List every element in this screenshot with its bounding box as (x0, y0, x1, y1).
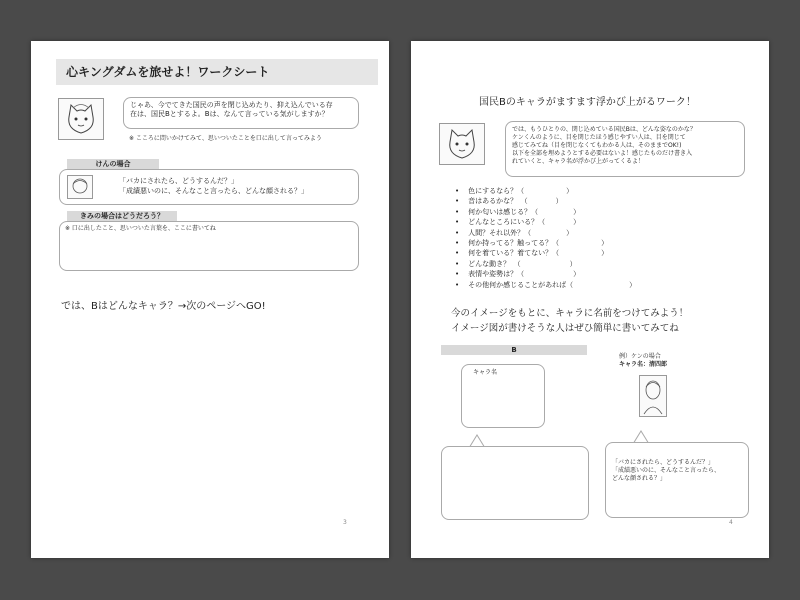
question-list (455, 186, 636, 290)
example-chara-name: キャラ名：清四郎 (619, 361, 668, 368)
example-line-2: 「成績悪いのに、そんなこと言ったら、 (612, 467, 721, 474)
ken-line-2: 「成績悪いのに、そんなこと言ったら、どんな顔される？」 (119, 187, 308, 195)
cat-character-image (439, 123, 485, 165)
intro-line-4: 以下を全部を埋めようとする必要はないよ！感じたものだけ書き入 (512, 150, 693, 157)
intro-speech-bubble (505, 121, 745, 177)
intro-line-1: じゃあ、今でてきた国民の声を閉じ込めたり、抑え込んでいる存 (130, 101, 333, 109)
intro-line-2: ケンくんのように、目を閉じたほう感じやすい人は、目を閉じて (512, 134, 686, 141)
list-item: • 色にするなら？（ ） (455, 186, 636, 196)
naming-line-1: 今のイメージをもとに、キャラに名前をつけてみよう！ (451, 308, 689, 319)
intro-line-5: れていくと、キャラ名が浮かび上がってくるよ！ (512, 158, 645, 165)
worksheet-page-right (411, 41, 769, 558)
intro-speech-bubble (123, 97, 359, 129)
page-number-right: 4 (729, 519, 733, 526)
list-item: • 何か匂いは感じる？（ ） (455, 207, 636, 217)
cat-character-image (58, 98, 104, 140)
intro-line-1: では、もうひとりの、閉じ込めている国民Bは、どんな姿なのかな？ (512, 126, 696, 133)
intro-line-2: 在は、国民Bとするよ。Bは、なんて言っている気がしますか？ (130, 110, 329, 118)
intro-note: ※ こころに問いかけてみて、思いついたことを口に出して言ってみよう (129, 135, 322, 142)
kimi-case-label: きみの場合はどうだろう？ (67, 211, 177, 221)
example-speech-bubble (605, 442, 749, 518)
page-number-left: 3 (343, 519, 347, 526)
naming-line-2: イメージ図が書けそうな人はぜひ簡単に書いてみてね (451, 323, 679, 334)
kimi-note: ※ 口に出したこと、思いついた言葉を、ここに書いてね (65, 225, 216, 232)
ken-character-image (67, 175, 93, 199)
ken-line-1: 「バカにされたら、どうするんだ？」 (119, 177, 238, 185)
page-title: 国民Bのキャラがますます浮かび上がるワーク！ (479, 97, 696, 108)
list-item: • どんなところにいる？（ ） (455, 217, 636, 227)
example-label: 例）ケンの場合 (619, 353, 661, 360)
list-item: • どんな動き？ （ ） (455, 259, 636, 269)
ken-case-label: けんの場合 (67, 159, 159, 169)
example-line-1: 「バカにされたら、どうするんだ？」 (612, 459, 715, 466)
list-item: • 表情や姿勢は？（ ） (455, 269, 636, 279)
next-page-footer: では、Bはどんなキャラ？→次のページへGO! (61, 301, 266, 312)
intro-line-3: 感じてみてね（目を閉じなくてもわかる人は、そのままでOK!) (512, 142, 682, 149)
list-item: • 人間？それ以外？（ ） (455, 228, 636, 238)
b-speech-answer-box[interactable] (441, 446, 589, 520)
example-line-3: どんな顔される？」 (612, 475, 667, 482)
list-item: • その他何か感じることがあれば（ ） (455, 280, 636, 290)
chara-name-label: キャラ名 (473, 369, 498, 376)
b-label: B (441, 345, 587, 355)
page-title: 心キングダムを旅せよ！ワークシート (56, 59, 378, 85)
list-item: • 音はあるかな？ （ ） (455, 196, 636, 206)
worksheet-page-left (31, 41, 389, 558)
list-item: • 何を着ている？着てない？（ ） (455, 248, 636, 258)
list-item: • 何か持ってる？触ってる？（ ） (455, 238, 636, 248)
ken-character-image (639, 375, 667, 417)
